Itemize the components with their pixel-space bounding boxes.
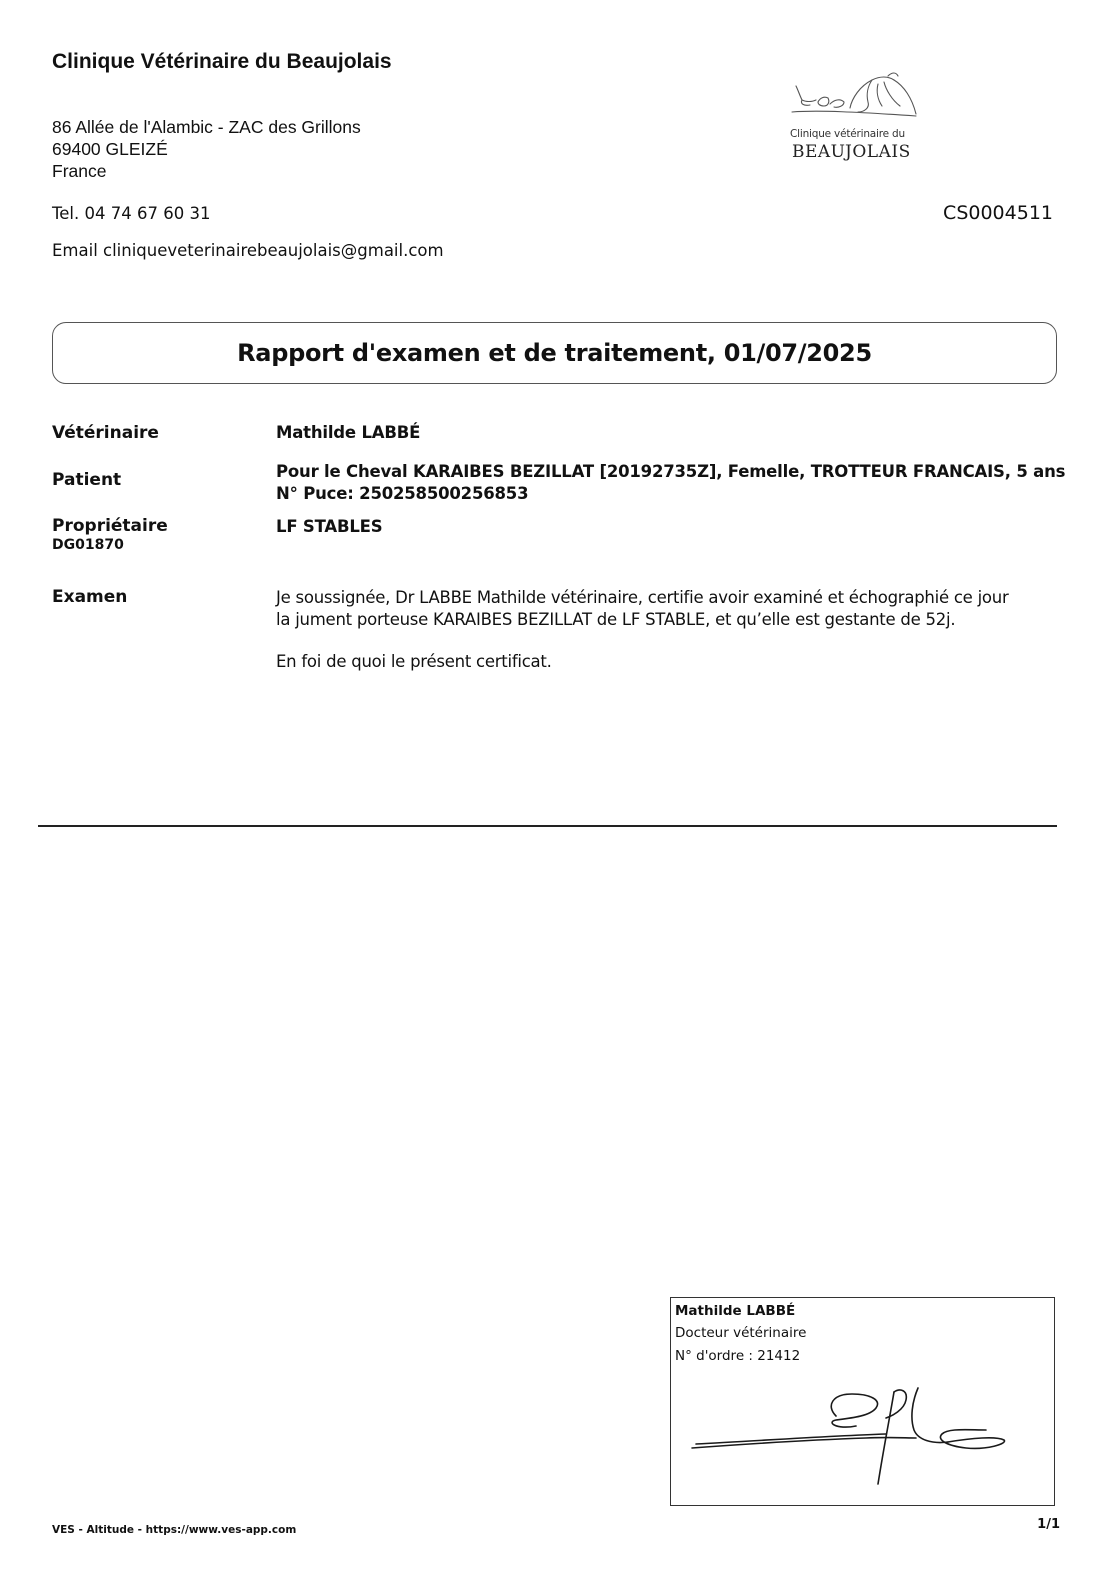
phone: Tel. 04 74 67 60 31 bbox=[52, 204, 211, 223]
signature-order-number: N° d'ordre : 21412 bbox=[675, 1348, 801, 1364]
page-number: 1/1 bbox=[1037, 1517, 1060, 1532]
logo-name: BEAUJOLAIS bbox=[792, 142, 911, 162]
handwritten-signature bbox=[686, 1386, 1016, 1491]
reference-number: CS0004511 bbox=[943, 202, 1053, 224]
signature-box bbox=[670, 1297, 1055, 1506]
exam-label: Examen bbox=[52, 587, 128, 607]
veterinarian-value: Mathilde LABBÉ bbox=[276, 423, 421, 442]
patient-value-line-1: Pour le Cheval KARAIBES BEZILLAT [20192735Z], Femelle, TROTTEUR FRANCAIS, 5 ans bbox=[276, 462, 1066, 481]
logo-subtitle: Clinique vétérinaire du bbox=[790, 128, 905, 140]
exam-text-line-1: Je soussignée, Dr LABBE Mathilde vétérinaire, certifie avoir examiné et échographié ce jour bbox=[276, 588, 1009, 607]
exam-conclusion: En foi de quoi le présent certificat. bbox=[276, 652, 552, 671]
clinic-logo bbox=[788, 72, 923, 167]
report-title: Rapport d'examen et de traitement, 01/07/2025 bbox=[237, 339, 872, 367]
footer-software: VES - Altitude - https://www.ves-app.com bbox=[52, 1524, 297, 1536]
address-line-1: 86 Allée de l'Alambic - ZAC des Grillons bbox=[52, 117, 361, 137]
section-divider bbox=[38, 825, 1057, 827]
horse-logo-icon bbox=[788, 72, 923, 132]
patient-label: Patient bbox=[52, 470, 122, 490]
signature-title: Docteur vétérinaire bbox=[675, 1325, 807, 1341]
owner-code: DG01870 bbox=[52, 537, 124, 553]
signature-name: Mathilde LABBÉ bbox=[675, 1303, 796, 1319]
report-title-box bbox=[52, 322, 1057, 384]
exam-text-line-2: la jument porteuse KARAIBES BEZILLAT de LF STABLE, et qu’elle est gestante de 52j. bbox=[276, 610, 956, 629]
email: Email cliniqueveterinairebeaujolais@gmail.com bbox=[52, 241, 444, 260]
owner-label: Propriétaire bbox=[52, 516, 168, 536]
clinic-name: Clinique Vétérinaire du Beaujolais bbox=[52, 50, 392, 73]
address-line-3: France bbox=[52, 161, 107, 181]
patient-chip-number: N° Puce: 250258500256853 bbox=[276, 484, 529, 503]
address-line-2: 69400 GLEIZÉ bbox=[52, 139, 168, 159]
veterinarian-label: Vétérinaire bbox=[52, 423, 159, 443]
owner-value: LF STABLES bbox=[276, 517, 383, 536]
